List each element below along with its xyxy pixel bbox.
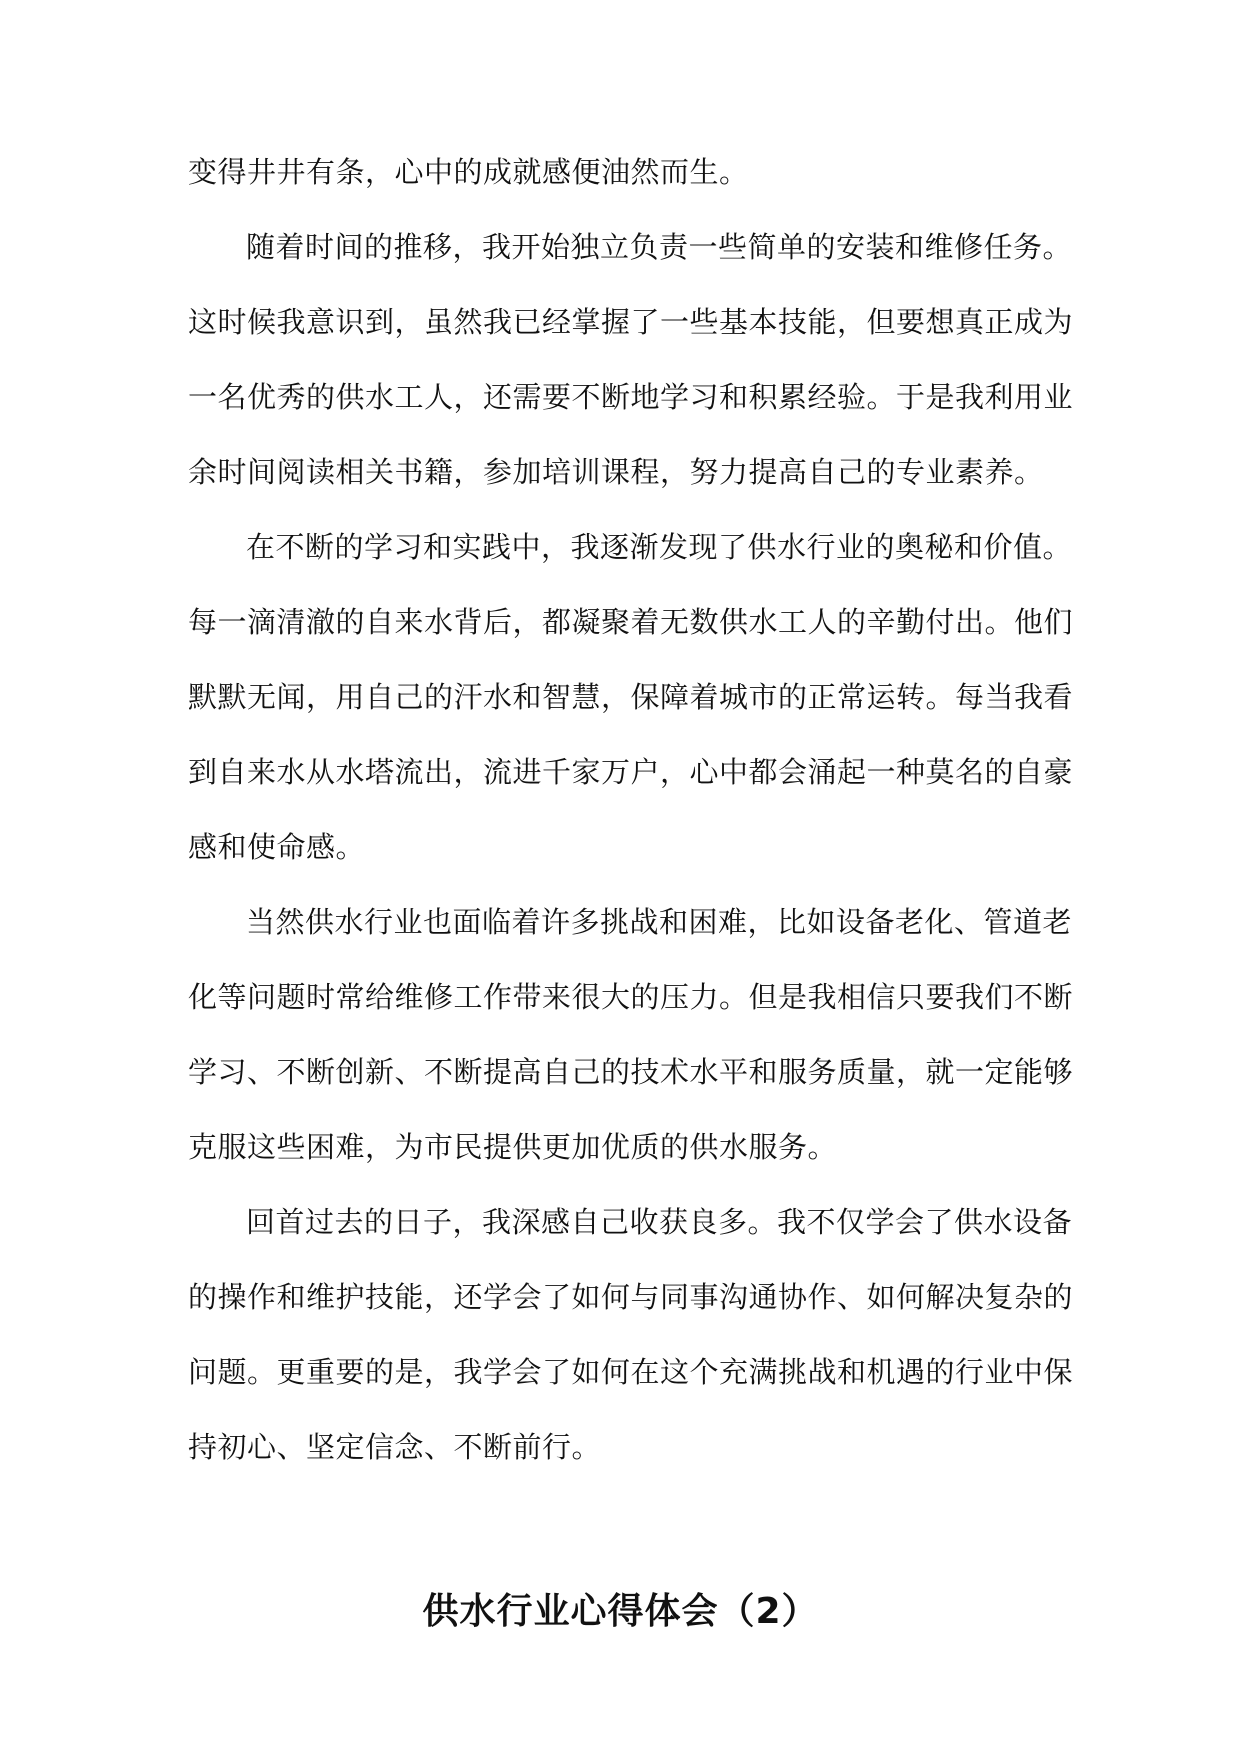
paragraph-4-line-3: 学习、不断创新、不断提高自己的技术水平和服务质量，就一定能够 (188, 1055, 1074, 1089)
paragraph-5-line-2: 的操作和维护技能，还学会了如何与同事沟通协作、如何解决复杂的 (188, 1280, 1074, 1314)
paragraph-2-line-2: 这时候我意识到，虽然我已经掌握了一些基本技能，但要想真正成为 (188, 305, 1074, 339)
paragraph-1-line-1: 变得井井有条，心中的成就感便油然而生。 (188, 155, 749, 189)
paragraph-5-line-4: 持初心、坚定信念、不断前行。 (188, 1430, 602, 1464)
paragraph-2-line-3: 一名优秀的供水工人，还需要不断地学习和积累经验。于是我利用业 (188, 380, 1074, 414)
section-heading: 供水行业心得体会（2） (422, 1591, 819, 1632)
paragraph-4-line-2: 化等问题时常给维修工作带来很大的压力。但是我相信只要我们不断 (188, 980, 1074, 1014)
paragraph-3-line-1: 在不断的学习和实践中，我逐渐发现了供水行业的奥秘和价值。 (246, 530, 1073, 564)
paragraph-5-line-3: 问题。更重要的是，我学会了如何在这个充满挑战和机遇的行业中保 (188, 1355, 1074, 1389)
paragraph-3-line-4: 到自来水从水塔流出，流进千家万户，心中都会涌起一种莫名的自豪 (188, 755, 1074, 789)
paragraph-2-line-4: 余时间阅读相关书籍，参加培训课程，努力提高自己的专业素养。 (188, 455, 1044, 489)
paragraph-5-line-1: 回首过去的日子，我深感自己收获良多。我不仅学会了供水设备 (246, 1205, 1073, 1239)
paragraph-2-line-1: 随着时间的推移，我开始独立负责一些简单的安装和维修任务。 (246, 230, 1073, 264)
paragraph-4-line-1: 当然供水行业也面临着许多挑战和困难，比如设备老化、管道老 (246, 905, 1073, 939)
paragraph-4-line-4: 克服这些困难，为市民提供更加优质的供水服务。 (188, 1130, 838, 1164)
paragraph-3-line-5: 感和使命感。 (188, 830, 366, 864)
paragraph-3-line-3: 默默无闻，用自己的汗水和智慧，保障着城市的正常运转。每当我看 (188, 680, 1074, 714)
paragraph-3-line-2: 每一滴清澈的自来水背后，都凝聚着无数供水工人的辛勤付出。他们 (188, 605, 1074, 639)
